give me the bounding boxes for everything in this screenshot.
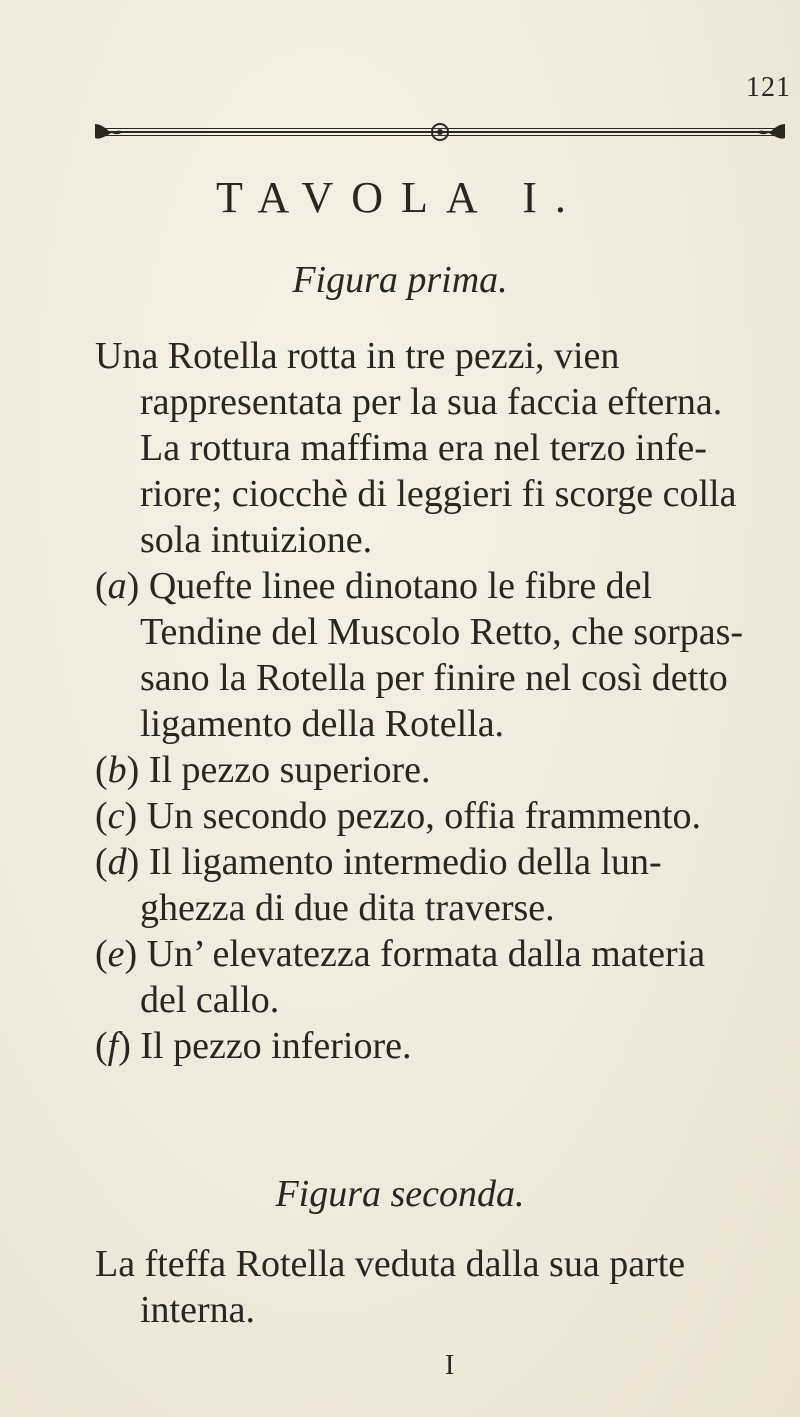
text-line: del callo.	[140, 979, 280, 1021]
text-line: Una Rotella rotta in tre pezzi, vien	[95, 335, 620, 377]
decorative-rule	[95, 120, 785, 146]
figure-2-heading: Figura seconda.	[275, 1173, 525, 1215]
text-line: interna.	[140, 1289, 256, 1331]
legend-item-c: (c) Un secondo pezzo, offia frammento.	[95, 795, 702, 837]
text-line: Tendine del Muscolo Retto, che sorpas-	[140, 611, 744, 653]
text-line: La rottura maffima era nel terzo infe-	[140, 427, 707, 469]
plate-title: TAVOLA I.	[216, 173, 584, 222]
item-letter: e	[107, 933, 125, 975]
item-letter: d	[107, 841, 127, 883]
page-number: 121	[746, 72, 791, 103]
legend-item-a: (a) Quefte linee dinotano le fibre del	[95, 565, 653, 607]
text-line: Un secondo pezzo, offia frammento.	[146, 795, 702, 837]
text-line: rappresentata per la sua faccia efterna.	[140, 381, 723, 423]
text-line: ghezza di due dita traverse.	[140, 887, 555, 929]
text-line: riore; ciocchè di leggieri fi scorge colla	[140, 473, 737, 515]
item-letter: f	[107, 1025, 119, 1067]
text-line: ligamento della Rotella.	[140, 703, 505, 745]
item-letter: b	[107, 749, 127, 791]
figure-1-legend	[95, 563, 785, 1069]
item-letter: c	[107, 795, 125, 837]
text-line: Il ligamento intermedio della lun-	[148, 841, 662, 883]
item-letter: a	[107, 565, 127, 607]
text-line: sano la Rotella per finire nel così detto	[140, 657, 728, 699]
legend-item-e: (e) Un’ elevatezza formata dalla materia	[95, 933, 706, 975]
text-line: Il pezzo superiore.	[148, 749, 431, 791]
text-line: Un’ elevatezza formata dalla materia	[146, 933, 706, 975]
legend-item-f: (f) Il pezzo inferiore.	[95, 1025, 412, 1067]
figure-2-text	[95, 1241, 785, 1333]
legend-item-b: (b) Il pezzo superiore.	[95, 749, 431, 791]
text-line: La fteffa Rotella veduta dalla sua parte	[95, 1243, 686, 1285]
figure-1-heading: Figura prima.	[292, 259, 508, 301]
figure-1-intro	[95, 333, 785, 563]
legend-item-d: (d) Il ligamento intermedio della lun-	[95, 841, 662, 883]
signature-mark: I	[445, 1350, 455, 1381]
text-line: Il pezzo inferiore.	[140, 1025, 412, 1067]
text-line: Quefte linee dinotano le fibre del	[148, 565, 653, 607]
text-line: sola intuizione.	[140, 519, 373, 561]
